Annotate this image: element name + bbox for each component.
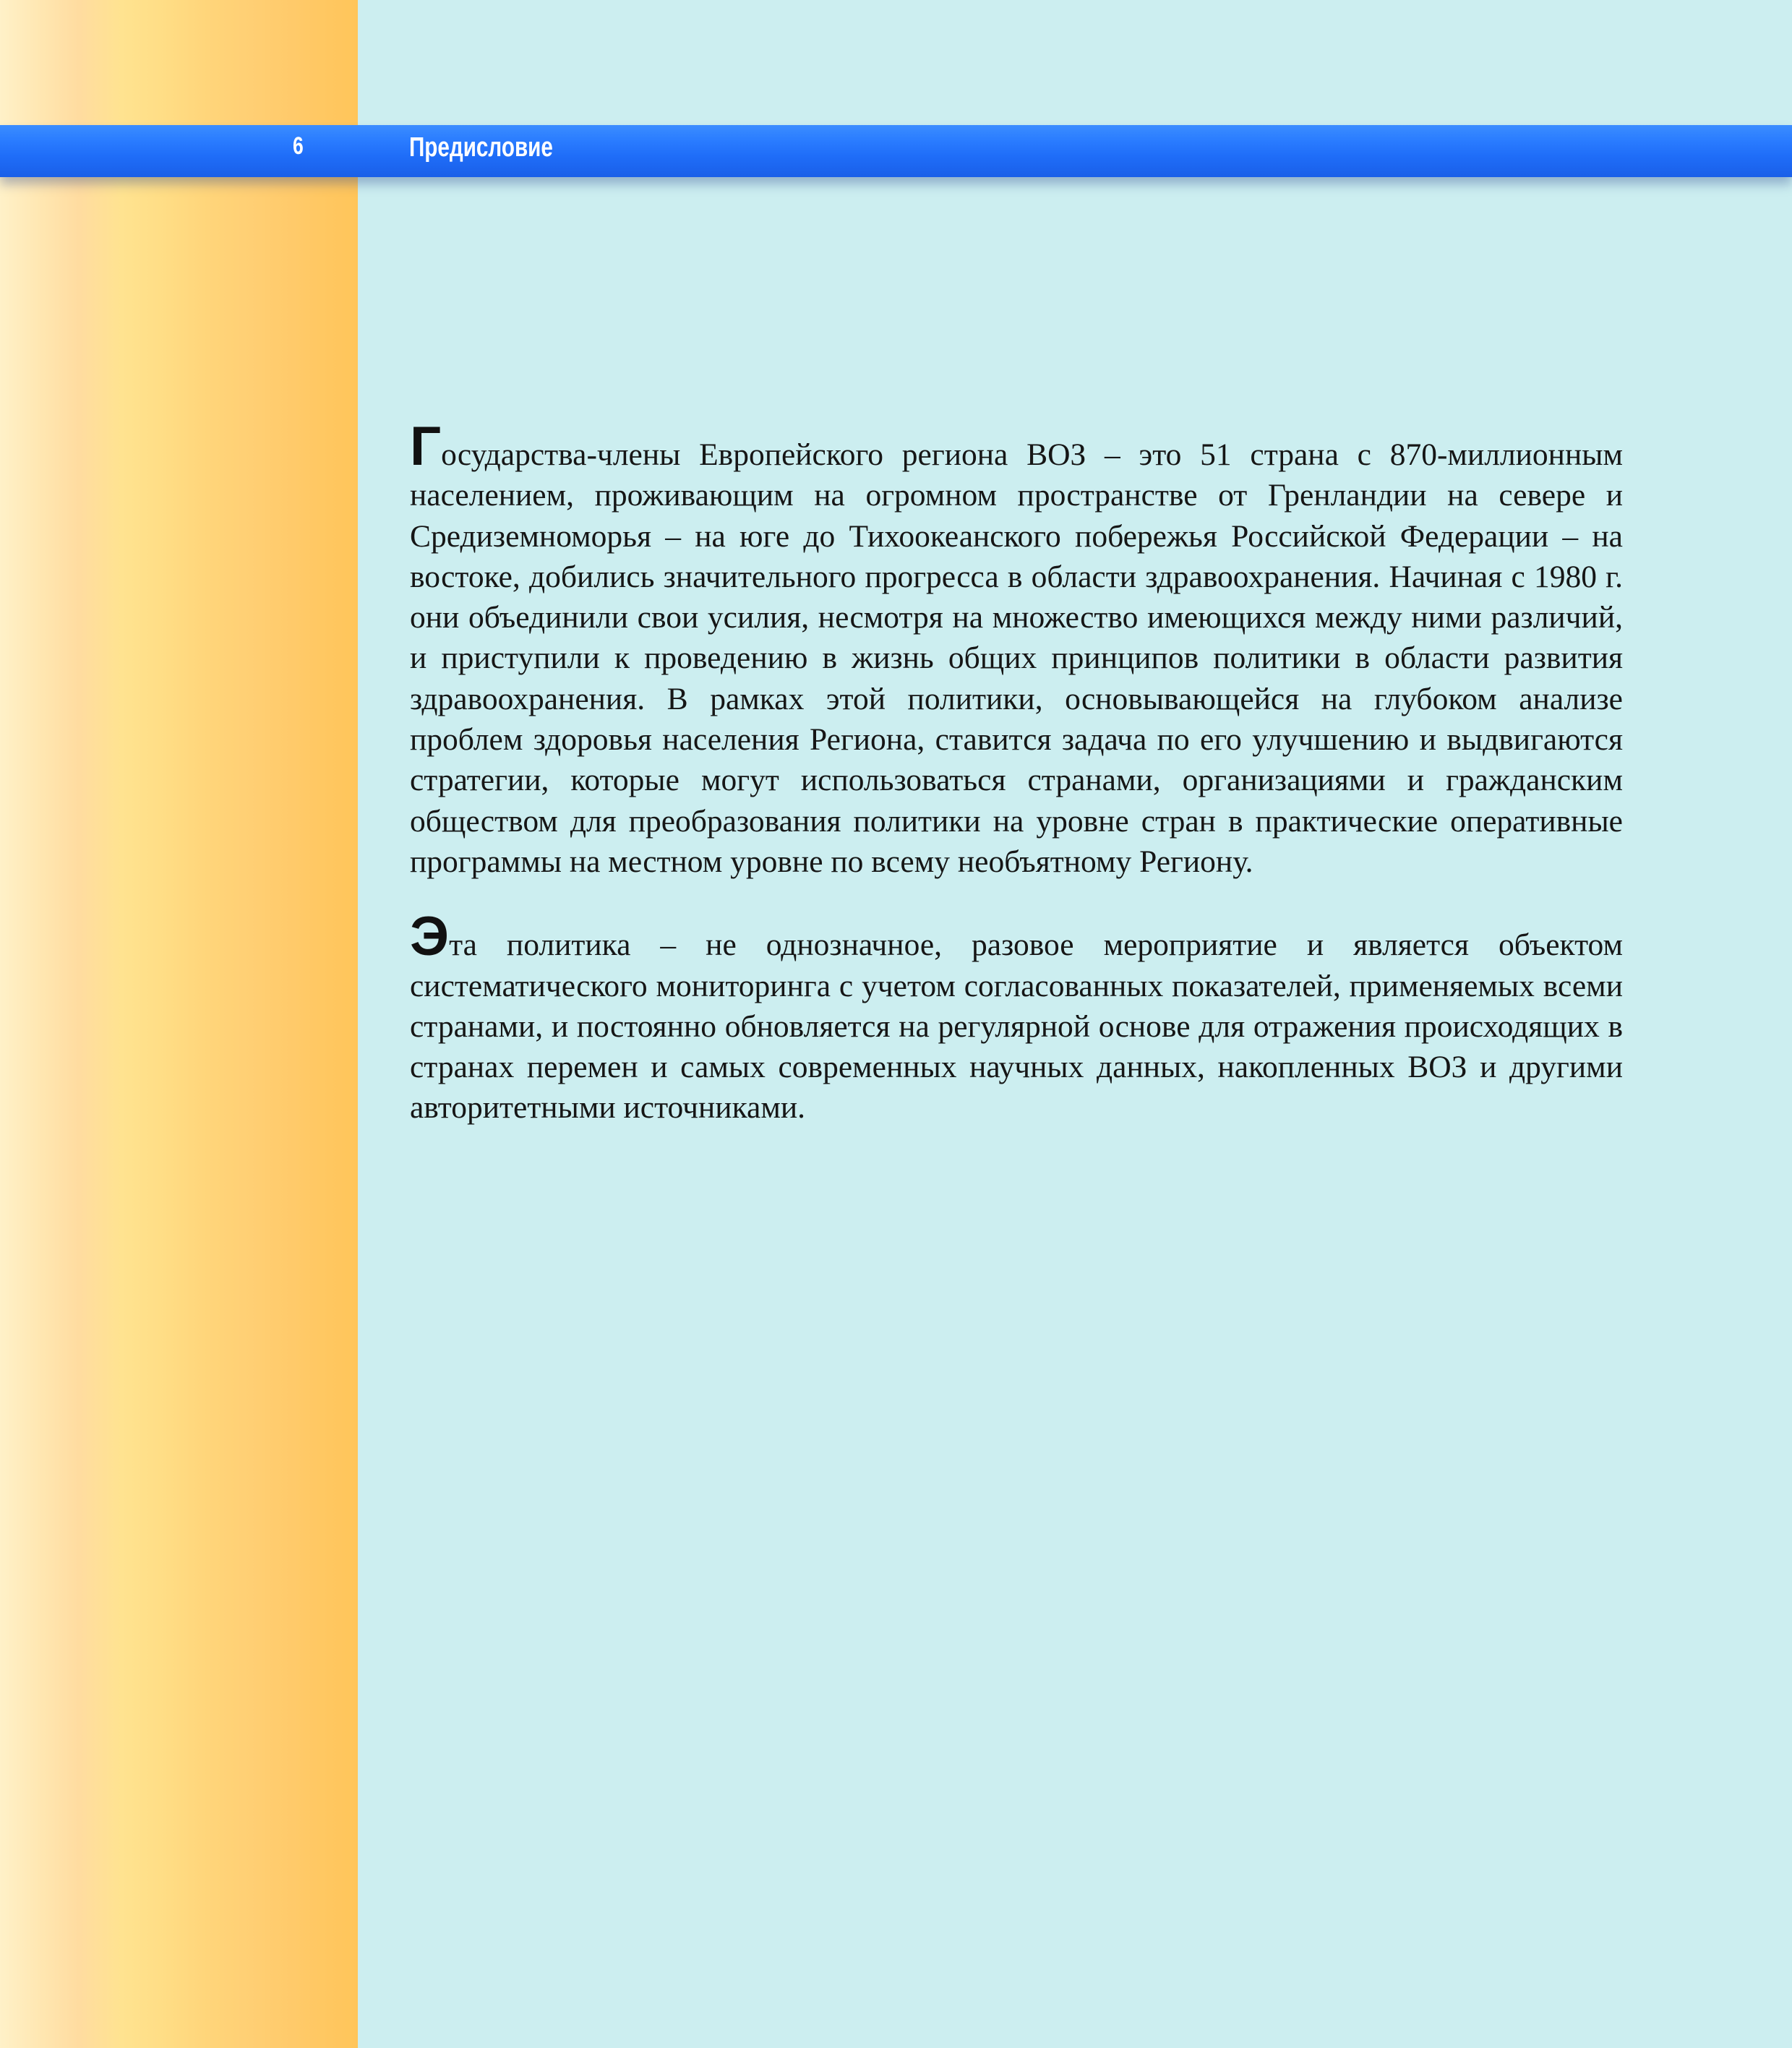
paragraph-2 <box>410 906 1623 1128</box>
side-decorative-stripe <box>0 0 358 2048</box>
page-number: 6 <box>293 132 304 160</box>
header-band <box>0 125 1792 177</box>
paragraph-2-text: та политика – не однозначное, разовое мероприятие и является объектом систематического мониторинга с учетом согласованных показателей, применяемых всеми странами, и постоянно обновляется на регулярной основе для отражения происходящих в странах перемен и самых современных научных данных, накопленных ВОЗ и другими авторитетными источниками. <box>410 927 1623 1126</box>
drop-cap-2: Э <box>410 906 450 968</box>
paragraph-1 <box>410 416 1623 882</box>
drop-cap-1: Г <box>410 416 442 477</box>
paragraph-1-text: осударства-члены Европейского региона ВОЗ – это 51 страна с 870-миллионным населением, проживающим на огромном пространстве от Гренландии на севере и Средиземноморья – на юге до Тихоокеанского побережья Российской Федерации – на востоке, добились значительного прогресса в области здравоохранения. Начиная с 1980 г. они объединили свои усилия, несмотря на множество имеющихся между ними различий, и приступили к проведению в жизнь общих принципов политики в области развития здравоохранения. В рамках этой политики, основывающейся на глубоком анализе проблем здоровья населения Региона, ставится задача по его улучшению и выдвигаются стратегии, которые могут использоваться странами, организациями и гражданским обществом для преобразования политики на уровне стран в практические оперативные программы на местном уровне по всему необъятному Региону. <box>410 437 1623 879</box>
section-title: Предисловие <box>409 132 553 163</box>
body-text <box>410 416 1623 1128</box>
